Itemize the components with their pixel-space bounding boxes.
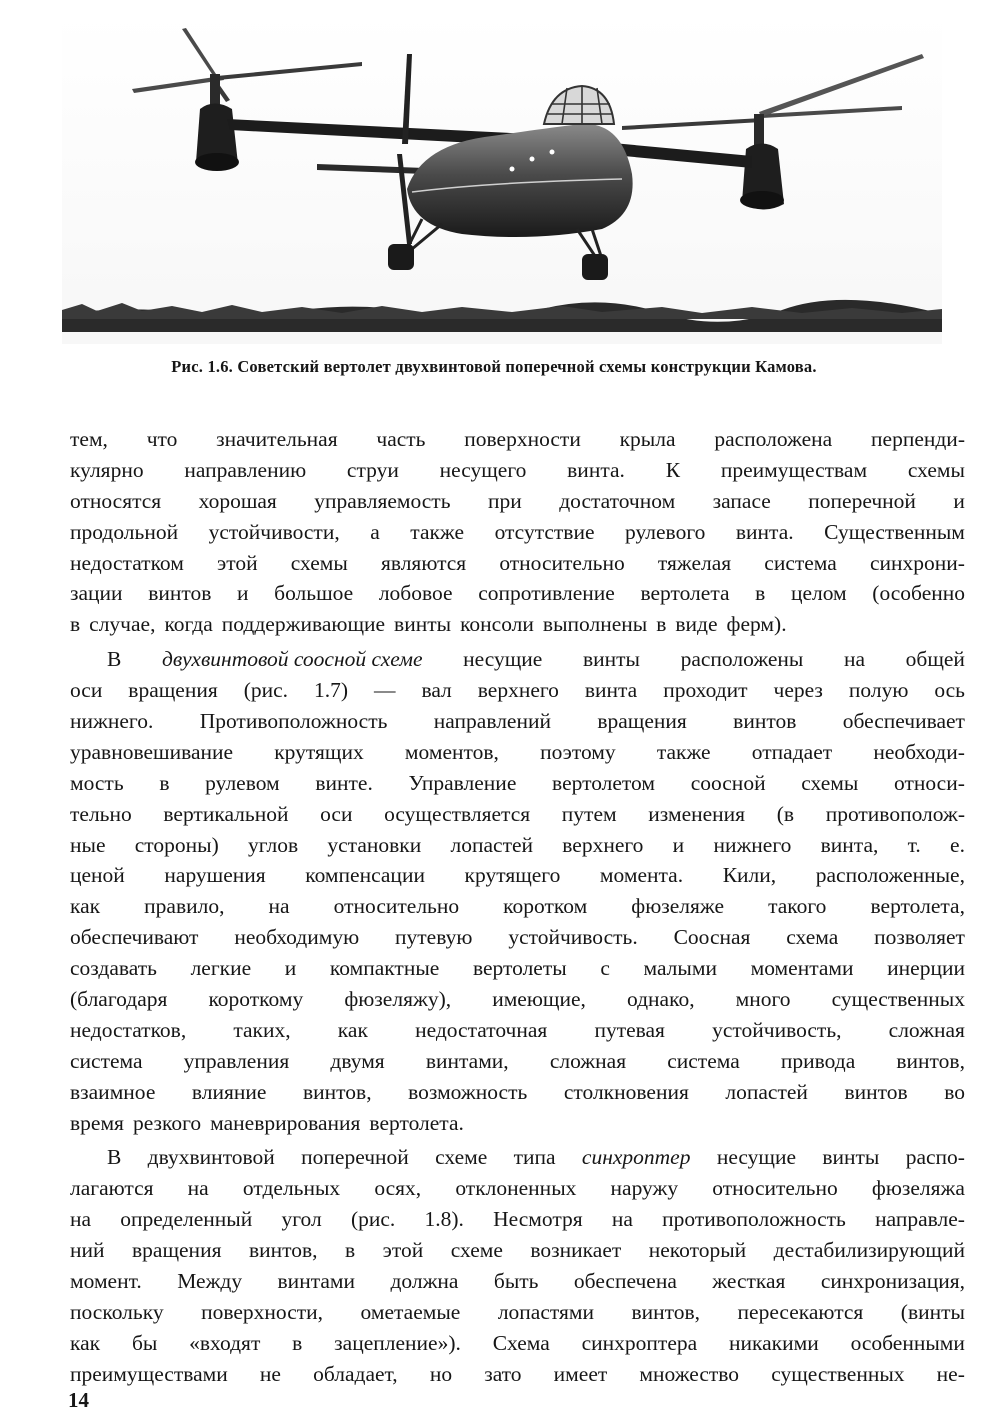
word: Противоположность bbox=[199, 709, 388, 734]
word: устойчивость, bbox=[712, 1017, 842, 1042]
word: зацепление»). bbox=[334, 1330, 461, 1355]
word: 1.8). bbox=[424, 1207, 464, 1232]
word: этой bbox=[217, 550, 258, 575]
text-line bbox=[70, 706, 965, 737]
word: консоли bbox=[460, 612, 534, 637]
word: коротком bbox=[503, 894, 588, 919]
word: отклоненных bbox=[455, 1176, 577, 1201]
word: лопастей bbox=[450, 832, 534, 857]
word: схеме bbox=[435, 1145, 488, 1170]
word: схемы bbox=[801, 770, 859, 795]
word: много bbox=[735, 987, 791, 1012]
word: недостатков, bbox=[70, 1017, 187, 1042]
word: — bbox=[374, 678, 396, 703]
word: направлению bbox=[184, 457, 307, 482]
word: ометаемые bbox=[360, 1299, 461, 1324]
word: нарушения bbox=[164, 863, 266, 888]
word: винты bbox=[394, 612, 452, 637]
word: лагаются bbox=[70, 1176, 154, 1201]
text-line bbox=[70, 1173, 965, 1204]
word: вертолетом bbox=[552, 770, 655, 795]
word: е. bbox=[950, 832, 965, 857]
word: поскольку bbox=[70, 1299, 164, 1324]
word: относятся bbox=[70, 488, 162, 513]
word: струи bbox=[346, 457, 399, 482]
word: обеспечена bbox=[573, 1269, 677, 1294]
word: относительно bbox=[333, 894, 460, 919]
word: случае, bbox=[89, 612, 156, 637]
text-line bbox=[70, 455, 965, 486]
word: фюзеляжу), bbox=[344, 987, 452, 1012]
word: существенных bbox=[831, 987, 965, 1012]
word: кулярно bbox=[70, 457, 144, 482]
word: Схема bbox=[492, 1330, 550, 1355]
word: тяжелая bbox=[657, 550, 732, 575]
word: верхнего bbox=[562, 832, 644, 857]
word: создавать bbox=[70, 956, 157, 981]
text-line bbox=[70, 1142, 965, 1173]
word: отпадает bbox=[751, 739, 833, 764]
text-line bbox=[70, 860, 965, 891]
word: двумя bbox=[330, 1048, 385, 1073]
figure-caption: Рис. 1.6. Советский вертолет двухвинтовой поперечной схемы конструкции Камова. bbox=[171, 357, 817, 376]
word: маневрирования bbox=[210, 1110, 361, 1135]
word: хорошая bbox=[198, 488, 277, 513]
word: вал bbox=[421, 678, 452, 703]
word: целом bbox=[790, 581, 847, 606]
word: нижнего bbox=[713, 832, 792, 857]
word: синхронизация, bbox=[820, 1269, 965, 1294]
word: отсутствие bbox=[494, 519, 595, 544]
word: но bbox=[429, 1361, 453, 1386]
word: относи- bbox=[894, 770, 965, 795]
text-line bbox=[70, 1046, 965, 1077]
word: соосной bbox=[690, 770, 766, 795]
word: и bbox=[237, 581, 249, 606]
word: как bbox=[337, 1017, 368, 1042]
word: поддерживающие bbox=[221, 612, 386, 637]
word: зации bbox=[70, 581, 123, 606]
word: преимуществам bbox=[720, 457, 868, 482]
word: углов bbox=[248, 832, 299, 857]
word: Существенным bbox=[824, 519, 965, 544]
word: недостатком bbox=[70, 550, 184, 575]
word: моментами bbox=[750, 956, 854, 981]
text-line bbox=[70, 548, 965, 579]
word: малыми bbox=[643, 956, 717, 981]
word: путем bbox=[561, 801, 617, 826]
word: поперечной bbox=[301, 1145, 409, 1170]
word: винтов bbox=[733, 709, 797, 734]
word: позволяет bbox=[874, 925, 965, 950]
text-line bbox=[70, 609, 965, 640]
word: через bbox=[773, 678, 823, 703]
word: моментов, bbox=[404, 739, 499, 764]
word: крутящего bbox=[464, 863, 561, 888]
text-line bbox=[70, 1077, 965, 1108]
word: Между bbox=[177, 1269, 243, 1294]
word: на bbox=[187, 1176, 209, 1201]
word: с bbox=[600, 956, 610, 981]
text-line bbox=[70, 1297, 965, 1328]
word: (рис. bbox=[350, 1207, 396, 1232]
word: ферм). bbox=[726, 612, 787, 637]
word: инерции bbox=[887, 956, 965, 981]
word: расположенные, bbox=[815, 863, 965, 888]
word: несущие bbox=[716, 1145, 797, 1170]
word: выполнены bbox=[542, 612, 648, 637]
word: не bbox=[259, 1361, 281, 1386]
word: Соосная bbox=[673, 925, 751, 950]
word: фюзеляжа bbox=[871, 1176, 965, 1201]
word: распо- bbox=[905, 1145, 965, 1170]
word: направлений bbox=[433, 709, 551, 734]
word: схема bbox=[786, 925, 839, 950]
word: не- bbox=[936, 1361, 965, 1386]
word: (винты bbox=[900, 1299, 965, 1324]
text-line bbox=[70, 1015, 965, 1046]
word: обеспечивает bbox=[842, 709, 965, 734]
word: вращения bbox=[132, 1238, 222, 1263]
word: на bbox=[843, 647, 866, 672]
word: пересекаются bbox=[737, 1299, 864, 1324]
word: особенными bbox=[850, 1330, 965, 1355]
word: в bbox=[656, 612, 667, 637]
word: при bbox=[487, 488, 522, 513]
word: схемы bbox=[290, 550, 348, 575]
word: уравновешивание bbox=[70, 739, 234, 764]
word: (особенно bbox=[872, 581, 965, 606]
word: правило, bbox=[144, 894, 225, 919]
word: угол bbox=[281, 1207, 322, 1232]
word: винтов, bbox=[631, 1299, 701, 1324]
word: схеме bbox=[450, 1238, 503, 1263]
word: вертолета. bbox=[369, 1110, 464, 1135]
text-line bbox=[70, 1359, 965, 1390]
word: двухвинтовой соосной схеме bbox=[161, 647, 423, 672]
word: возможность bbox=[408, 1079, 528, 1104]
word: В bbox=[107, 1145, 122, 1170]
word: обладает, bbox=[313, 1361, 398, 1386]
word: а bbox=[370, 519, 380, 544]
word: рулевого bbox=[625, 519, 706, 544]
word: винтов bbox=[148, 581, 212, 606]
word: компактные bbox=[329, 956, 440, 981]
word: также bbox=[410, 519, 465, 544]
word: сопротивление bbox=[478, 581, 615, 606]
text-line bbox=[70, 1204, 965, 1235]
word: несущие bbox=[463, 647, 543, 672]
word: вертикальной bbox=[163, 801, 289, 826]
word: резкого bbox=[132, 1110, 202, 1135]
word: в bbox=[292, 1330, 303, 1355]
word: тем, bbox=[70, 427, 108, 451]
word: несущего bbox=[439, 457, 527, 482]
word: имеющие, bbox=[492, 987, 586, 1012]
text-line bbox=[70, 517, 965, 548]
word: полую bbox=[848, 678, 909, 703]
word: винта. bbox=[735, 519, 794, 544]
word: поверхности, bbox=[201, 1299, 324, 1324]
word: вертолета, bbox=[870, 894, 965, 919]
word: однако, bbox=[626, 987, 695, 1012]
word: что bbox=[146, 427, 178, 451]
word: и bbox=[672, 832, 685, 857]
word: в bbox=[345, 1238, 356, 1263]
word: вертолеты bbox=[472, 956, 567, 981]
word: верхнего bbox=[477, 678, 559, 703]
text-line bbox=[70, 1108, 965, 1139]
word: такого bbox=[768, 894, 827, 919]
word: ось bbox=[934, 678, 965, 703]
word: на bbox=[268, 894, 290, 919]
word: наружу bbox=[610, 1176, 679, 1201]
word: на bbox=[70, 1207, 92, 1232]
text-line bbox=[70, 424, 965, 455]
word: общей bbox=[905, 647, 965, 672]
text-line bbox=[70, 830, 965, 861]
word: дестабилизирующий bbox=[773, 1238, 965, 1263]
word: стороны) bbox=[134, 832, 219, 857]
word: винте. bbox=[315, 770, 373, 795]
word: сложная bbox=[549, 1048, 627, 1073]
word: ные bbox=[70, 832, 106, 857]
word: легкие bbox=[190, 956, 252, 981]
word: сложная bbox=[888, 1017, 965, 1042]
word: винта, bbox=[820, 832, 879, 857]
word: бы bbox=[131, 1330, 158, 1355]
text-line bbox=[70, 1235, 965, 1266]
word: таких, bbox=[233, 1017, 291, 1042]
word: синхрони- bbox=[869, 550, 965, 575]
text-line bbox=[70, 1266, 965, 1297]
word: винтов, bbox=[248, 1238, 318, 1263]
word: крыла bbox=[619, 427, 676, 451]
word: направле- bbox=[875, 1207, 965, 1232]
text-line bbox=[70, 675, 965, 706]
word: (рис. bbox=[243, 678, 289, 703]
word: 1.7) bbox=[314, 678, 349, 703]
word: система bbox=[667, 1048, 740, 1073]
word: ний bbox=[70, 1238, 105, 1263]
word: вертолета bbox=[640, 581, 730, 606]
word: винтами bbox=[277, 1269, 356, 1294]
word: вращения bbox=[128, 678, 218, 703]
word: в bbox=[70, 612, 81, 637]
word: некоторый bbox=[648, 1238, 747, 1263]
word: управляемость bbox=[314, 488, 451, 513]
word: путевую bbox=[395, 925, 473, 950]
text-line bbox=[70, 644, 965, 675]
word: имеет bbox=[553, 1361, 608, 1386]
word: противополож- bbox=[825, 801, 965, 826]
word: осях, bbox=[374, 1176, 422, 1201]
word: и bbox=[284, 956, 297, 981]
word: зато bbox=[484, 1361, 522, 1386]
text-line bbox=[70, 922, 965, 953]
word: устойчивости, bbox=[208, 519, 340, 544]
word: рулевом bbox=[205, 770, 280, 795]
word: существенных bbox=[771, 1361, 905, 1386]
word: также bbox=[656, 739, 711, 764]
helicopter-photo-image bbox=[62, 14, 942, 344]
word: во bbox=[944, 1079, 965, 1104]
word: Кили, bbox=[722, 863, 777, 888]
word: система bbox=[764, 550, 837, 575]
text-line bbox=[70, 768, 965, 799]
word: схемы bbox=[907, 457, 965, 482]
word: достаточном bbox=[559, 488, 676, 513]
word: лопастей bbox=[725, 1079, 808, 1104]
word: винтов, bbox=[303, 1079, 372, 1104]
word: большое bbox=[274, 581, 354, 606]
word: часть bbox=[376, 427, 426, 451]
word: устойчивость. bbox=[508, 925, 638, 950]
word: момент. bbox=[70, 1269, 142, 1294]
word: «входят bbox=[189, 1330, 261, 1355]
word: К bbox=[665, 457, 681, 482]
word: винты bbox=[582, 647, 640, 672]
text-line bbox=[70, 799, 965, 830]
word: поперечной bbox=[808, 488, 916, 513]
word: путевая bbox=[594, 1017, 665, 1042]
word: (благодаря bbox=[70, 987, 168, 1012]
word: лопастями bbox=[497, 1299, 594, 1324]
word: фюзеляже bbox=[631, 894, 725, 919]
word: т. bbox=[907, 832, 921, 857]
word: быть bbox=[493, 1269, 539, 1294]
word: преимуществами bbox=[70, 1361, 228, 1386]
word: изменения bbox=[648, 801, 746, 826]
word: оси bbox=[320, 801, 353, 826]
word: крутящих bbox=[274, 739, 364, 764]
word: поверхности bbox=[464, 427, 581, 451]
text-line bbox=[70, 953, 965, 984]
word: на bbox=[611, 1207, 633, 1232]
word: отдельных bbox=[242, 1176, 341, 1201]
text-line bbox=[70, 984, 965, 1015]
word: и bbox=[953, 488, 965, 513]
word: перпенди- bbox=[871, 427, 965, 451]
word: лобовое bbox=[378, 581, 453, 606]
word: противоположность bbox=[662, 1207, 846, 1232]
word: недостаточная bbox=[415, 1017, 548, 1042]
word: В bbox=[107, 647, 122, 672]
word: привода bbox=[780, 1048, 856, 1073]
word: должна bbox=[390, 1269, 459, 1294]
word: установки bbox=[327, 832, 422, 857]
word: Управление bbox=[408, 770, 517, 795]
word: жесткая bbox=[712, 1269, 786, 1294]
text-line bbox=[70, 891, 965, 922]
word: момента. bbox=[599, 863, 684, 888]
word: синхроптера bbox=[581, 1330, 698, 1355]
word: проходит bbox=[663, 678, 748, 703]
word: короткому bbox=[208, 987, 304, 1012]
word: управления bbox=[183, 1048, 290, 1073]
word: осуществляется bbox=[384, 801, 531, 826]
word: винтов bbox=[844, 1079, 908, 1104]
word: необходи- bbox=[873, 739, 965, 764]
word: никакими bbox=[729, 1330, 819, 1355]
word: возникает bbox=[530, 1238, 622, 1263]
word: тельно bbox=[70, 801, 132, 826]
text-line bbox=[70, 578, 965, 609]
word: определенный bbox=[120, 1207, 253, 1232]
word: поэтому bbox=[540, 739, 616, 764]
page-number: 14 bbox=[68, 1388, 89, 1412]
word: продольной bbox=[70, 519, 179, 544]
word: Несмотря bbox=[493, 1207, 583, 1232]
word: запасе bbox=[712, 488, 771, 513]
text-line bbox=[70, 486, 965, 517]
word: как bbox=[70, 1330, 101, 1355]
word: в bbox=[159, 770, 170, 795]
word: в bbox=[755, 581, 766, 606]
word: компенсации bbox=[305, 863, 425, 888]
word: винтами, bbox=[425, 1048, 509, 1073]
word: нижнего. bbox=[70, 709, 154, 734]
word: множество bbox=[639, 1361, 740, 1386]
text-line bbox=[70, 737, 965, 768]
word: как bbox=[70, 894, 101, 919]
word: этой bbox=[382, 1238, 424, 1263]
word: винта bbox=[584, 678, 638, 703]
word: двухвинтовой bbox=[147, 1145, 275, 1170]
word: являются bbox=[380, 550, 467, 575]
word: расположена bbox=[714, 427, 833, 451]
word: мость bbox=[70, 770, 124, 795]
body-text bbox=[70, 424, 965, 1390]
word: взаимное bbox=[70, 1079, 156, 1104]
word: винта. bbox=[567, 457, 625, 482]
word: расположены bbox=[680, 647, 804, 672]
word: винтов, bbox=[896, 1048, 965, 1073]
word: оси bbox=[70, 678, 103, 703]
word: значительная bbox=[216, 427, 338, 451]
word: время bbox=[70, 1110, 124, 1135]
word: обеспечивают bbox=[70, 925, 199, 950]
text-line bbox=[70, 1328, 965, 1359]
word: синхроптер bbox=[581, 1145, 691, 1170]
word: винты bbox=[822, 1145, 880, 1170]
word: относительно bbox=[499, 550, 625, 575]
word: типа bbox=[513, 1145, 556, 1170]
word: влияние bbox=[191, 1079, 267, 1104]
word: необходимую bbox=[234, 925, 360, 950]
word: система bbox=[70, 1048, 143, 1073]
word: (в bbox=[776, 801, 795, 826]
word: когда bbox=[164, 612, 213, 637]
word: относительно bbox=[712, 1176, 838, 1201]
word: виде bbox=[675, 612, 718, 637]
figure-photo bbox=[62, 14, 942, 344]
word: вращения bbox=[597, 709, 687, 734]
word: столкновения bbox=[563, 1079, 689, 1104]
word: ценой bbox=[70, 863, 125, 888]
